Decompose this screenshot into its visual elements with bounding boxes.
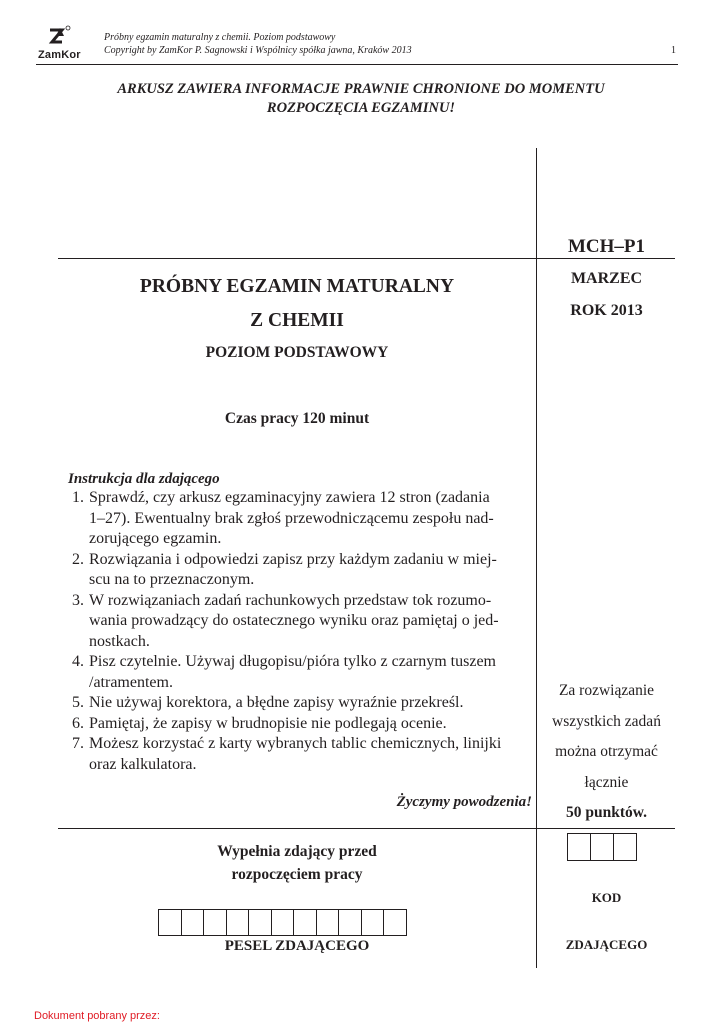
exam-level: POZIOM PODSTAWOWY — [205, 344, 389, 361]
instruction-number: 3. — [72, 591, 84, 609]
instruction-text: Pamiętaj, że zapisy w brudnopisie nie podlegają ocenie. — [89, 714, 447, 732]
points-line-4: łącznie — [584, 773, 629, 791]
instruction-text: 1–27). Ewentualny brak zgłoś przewodniczącemu zespołu nad- — [89, 509, 494, 527]
code-digit-box[interactable] — [613, 833, 637, 861]
instruction-number: 6. — [72, 714, 84, 732]
instruction-item — [72, 734, 532, 775]
pesel-input[interactable] — [158, 909, 407, 936]
column-divider — [536, 148, 537, 968]
points-info — [538, 676, 675, 829]
instruction-number: 2. — [72, 550, 84, 568]
instructions-heading: Instrukcja dla zdającego — [68, 471, 220, 487]
pesel-digit-box[interactable] — [158, 909, 182, 936]
code-label-1: KOD — [591, 890, 622, 905]
instruction-item — [72, 693, 532, 714]
pesel-digit-box[interactable] — [361, 909, 385, 936]
instruction-text: W rozwiązaniach zadań rachunkowych przedstaw tok rozumo- — [89, 591, 492, 609]
instruction-text: nostkach. — [89, 632, 150, 650]
pesel-digit-box[interactable] — [316, 909, 340, 936]
header-line-2: Copyright by ZamKor P. Sagnowski i Wspólnicy spółka jawna, Kraków 2013 — [104, 45, 412, 56]
warning-line-1: ARKUSZ ZAWIERA INFORMACJE PRAWNIE CHRONIONE DO MOMENTU — [117, 81, 605, 97]
instruction-number: 1. — [72, 489, 84, 506]
instruction-text: /atramentem. — [89, 673, 173, 691]
instruction-text: Możesz korzystać z karty wybranych tablic chemicznych, linijki — [89, 735, 502, 752]
instruction-number: 5. — [72, 694, 84, 711]
instruction-text: zorującego egzamin. — [89, 530, 222, 547]
instruction-number: 7. — [72, 735, 84, 752]
instruction-number: 4. — [72, 653, 84, 670]
page-number: 1 — [671, 45, 676, 56]
good-luck-wish: Życzymy powodzenia! — [396, 794, 532, 810]
pesel-digit-box[interactable] — [383, 909, 407, 936]
exam-time: Czas pracy 120 minut — [224, 410, 370, 427]
pesel-label: PESEL ZDAJĄCEGO — [224, 938, 370, 954]
logo-text: ZamKor — [38, 49, 81, 61]
top-divider — [58, 258, 675, 259]
instruction-item — [72, 488, 532, 550]
code-digit-box[interactable] — [567, 833, 591, 861]
instruction-item — [72, 591, 532, 653]
instruction-item — [72, 714, 532, 735]
instruction-text: scu na to przeznaczonym. — [89, 571, 255, 588]
header-line-1: Próbny egzamin maturalny z chemii. Poziom podstawowy — [104, 32, 336, 43]
download-footer: Dokument pobrany przez: — [34, 1010, 160, 1022]
points-line-1: Za rozwiązanie — [558, 682, 655, 699]
instruction-text: Sprawdź, czy arkusz egzaminacyjny zawiera 12 stron (zadania — [89, 489, 490, 506]
legal-warning — [40, 80, 682, 118]
fill-instruction — [58, 840, 536, 886]
pesel-digit-box[interactable] — [181, 909, 205, 936]
pesel-digit-box[interactable] — [293, 909, 317, 936]
points-value: 50 punktów. — [566, 804, 647, 821]
pesel-digit-box[interactable] — [248, 909, 272, 936]
instruction-item — [72, 550, 532, 591]
exam-title: PRÓBNY EGZAMIN MATURALNY — [139, 276, 455, 297]
exam-subject: Z CHEMII — [250, 310, 344, 331]
points-line-2: wszystkich zadań — [552, 712, 661, 730]
points-line-3: można otrzymać — [555, 743, 658, 760]
code-digit-box[interactable] — [590, 833, 614, 861]
instructions-list — [72, 488, 532, 775]
instruction-text: oraz kalkulatora. — [89, 755, 197, 773]
instruction-item — [72, 652, 532, 693]
fill-instruction-line-1: Wypełnia zdający przed — [217, 843, 377, 860]
instruction-text: Pisz czytelnie. Używaj długopisu/pióra tylko z czarnym tuszem — [89, 653, 496, 670]
student-code-input[interactable] — [567, 833, 637, 861]
exam-year: ROK 2013 — [570, 302, 643, 319]
code-label-2: ZDAJĄCEGO — [565, 937, 648, 952]
instruction-text: wania prowadzący do ostatecznego wyniku oraz pamiętaj o jed- — [89, 612, 499, 629]
instruction-text: Rozwiązania i odpowiedzi zapisz przy każdym zadaniu w miej- — [89, 550, 497, 568]
pesel-digit-box[interactable] — [338, 909, 362, 936]
pesel-digit-box[interactable] — [203, 909, 227, 936]
fill-instruction-line-2: rozpoczęciem pracy — [231, 866, 363, 883]
exam-code: MCH–P1 — [567, 236, 646, 257]
warning-line-2: ROZPOCZĘCIA EGZAMINU! — [266, 100, 456, 116]
pesel-digit-box[interactable] — [271, 909, 295, 936]
pesel-digit-box[interactable] — [226, 909, 250, 936]
header-divider — [36, 64, 678, 65]
instruction-text: Nie używaj korektora, a błędne zapisy wyraźnie przekreśl. — [89, 694, 464, 711]
exam-month: MARZEC — [570, 270, 643, 287]
